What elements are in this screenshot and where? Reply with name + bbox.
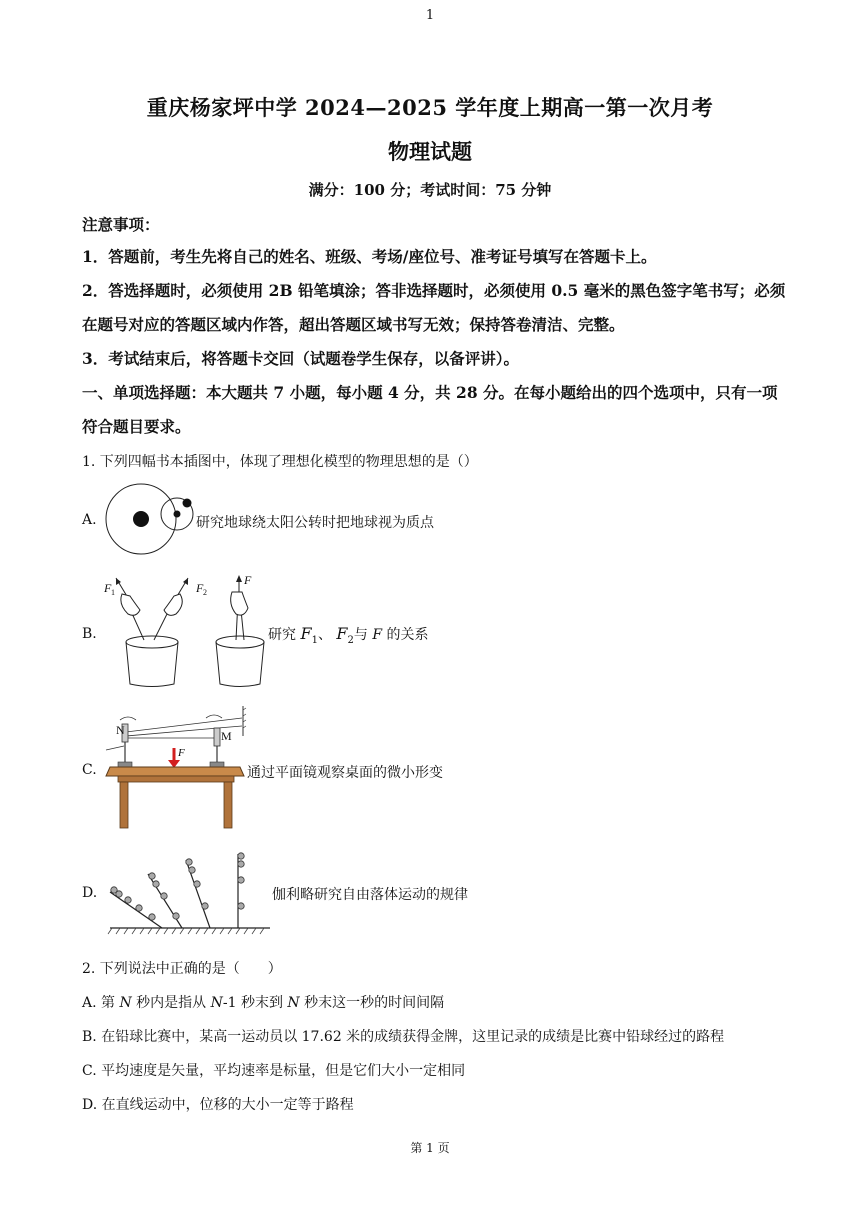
q2-option-a-mid1: 秒内是指从 bbox=[131, 995, 211, 1011]
q1-option-b-f1-sub: 1 bbox=[311, 634, 318, 646]
table-mirror-figure bbox=[106, 706, 246, 830]
q1-option-a-text: 研究地球绕太阳公转时把地球视为质点 bbox=[196, 515, 434, 531]
q2-option-d bbox=[82, 1094, 787, 1114]
subject-title: 物理试题 bbox=[388, 139, 472, 164]
q2-option-a-var2: N bbox=[210, 995, 223, 1011]
notice-item-1: 1．答题前，考生先将自己的姓名、班级、考场/座位号、准考证号填写在答题卡上。 bbox=[82, 247, 657, 266]
q2-option-b-label: B. bbox=[82, 1029, 97, 1045]
exam-title: 重庆杨家坪中学 2024—2025 学年度上期高一第一次月考 bbox=[146, 95, 714, 120]
fig-c-m-label: M bbox=[221, 729, 232, 743]
q1-option-c-label: C. bbox=[82, 762, 97, 778]
q2-option-a-post: 秒末这一秒的时间间隔 bbox=[299, 995, 445, 1011]
q1-option-b-pre: 研究 bbox=[268, 627, 301, 643]
fig-b-f-label: F bbox=[244, 573, 252, 587]
fig-b-f2-label: F bbox=[196, 581, 204, 595]
q1-stem: 1. 下列四幅书本插图中，体现了理想化模型的物理思想的是（） bbox=[82, 454, 478, 470]
q2-option-c-text: 平均速度是矢量，平均速率是标量，但是它们大小一定相同 bbox=[101, 1063, 466, 1079]
fig-c-f-label: F bbox=[178, 747, 185, 759]
q1-option-b-post: 的关系 bbox=[382, 627, 429, 643]
q1-option-b-mid: 与 bbox=[353, 627, 373, 643]
q1-option-d-label: D. bbox=[82, 885, 98, 901]
fig-b-f2-sub: 2 bbox=[203, 588, 207, 597]
q2-option-d-label: D. bbox=[82, 1097, 98, 1113]
page-number-top: 1 bbox=[425, 8, 435, 23]
q1-option-d-text: 伽利略研究自由落体运动的规律 bbox=[272, 887, 468, 903]
q1-option-a-label: A. bbox=[82, 512, 97, 528]
q1-option-b-f2-sub: 2 bbox=[347, 634, 354, 646]
q2-option-b-text: 在铅球比赛中，某高一运动员以 17.62 米的成绩获得金牌，这里记录的成绩是比赛中铅球经过的路程 bbox=[101, 1029, 725, 1045]
notice-item-3: 3．考试结束后，将答题卡交回（试题卷学生保存，以备评讲）。 bbox=[82, 349, 520, 368]
q2-option-c-label: C. bbox=[82, 1063, 97, 1079]
q2-stem: 2. 下列说法中正确的是（ ） bbox=[82, 961, 282, 977]
q2-option-a bbox=[82, 992, 787, 1012]
q1-option-b-f2: F bbox=[336, 624, 348, 643]
notice-heading: 注意事项： bbox=[82, 215, 160, 234]
fig-c-n-label: N bbox=[116, 723, 125, 737]
force-buckets-figure bbox=[104, 574, 268, 690]
q2-option-a-pre: 第 bbox=[101, 995, 120, 1011]
q2-option-a-label: A. bbox=[82, 995, 97, 1011]
fig-b-f1-label: F bbox=[104, 581, 112, 595]
galileo-inclines-figure bbox=[106, 852, 272, 934]
q2-option-d-text: 在直线运动中，位移的大小一定等于路程 bbox=[101, 1097, 354, 1113]
q1-option-b-label: B. bbox=[82, 626, 97, 642]
q2-option-a-var1: N bbox=[119, 995, 132, 1011]
notice-item-2: 2．答选择题时，必须使用 2B 铅笔填涂；答非选择题时，必须使用 0.5 毫米的黑色签字笔书写；必须在题号对应的答题区域内作答，超出答题区域书写无效；保持答卷清洁、完整。 bbox=[82, 281, 786, 334]
q1-option-b-sep: 、 bbox=[317, 627, 332, 643]
q1-option-c-text: 通过平面镜观察桌面的微小形变 bbox=[247, 765, 443, 781]
q1-option-b-text bbox=[268, 624, 429, 646]
q2-option-a-var3: N bbox=[287, 995, 300, 1011]
exam-info: 满分：100 分；考试时间：75 分钟 bbox=[308, 181, 552, 199]
page-footer: 第 1 页 bbox=[410, 1141, 450, 1155]
section-1-heading: 一、单项选择题：本大题共 7 小题，每小题 4 分，共 28 分。在每小题给出的四个选项中，只有一项符合题目要求。 bbox=[82, 383, 778, 436]
q1-option-b-f1: F bbox=[300, 624, 312, 643]
fig-b-f1-sub: 1 bbox=[111, 588, 115, 597]
q2-option-b bbox=[82, 1026, 787, 1046]
q2-option-a-mid2: -1 秒末到 bbox=[222, 995, 288, 1011]
q2-option-c bbox=[82, 1060, 787, 1080]
q1-option-b-f: F bbox=[372, 627, 383, 643]
earth-sun-orbit-figure bbox=[102, 484, 198, 556]
